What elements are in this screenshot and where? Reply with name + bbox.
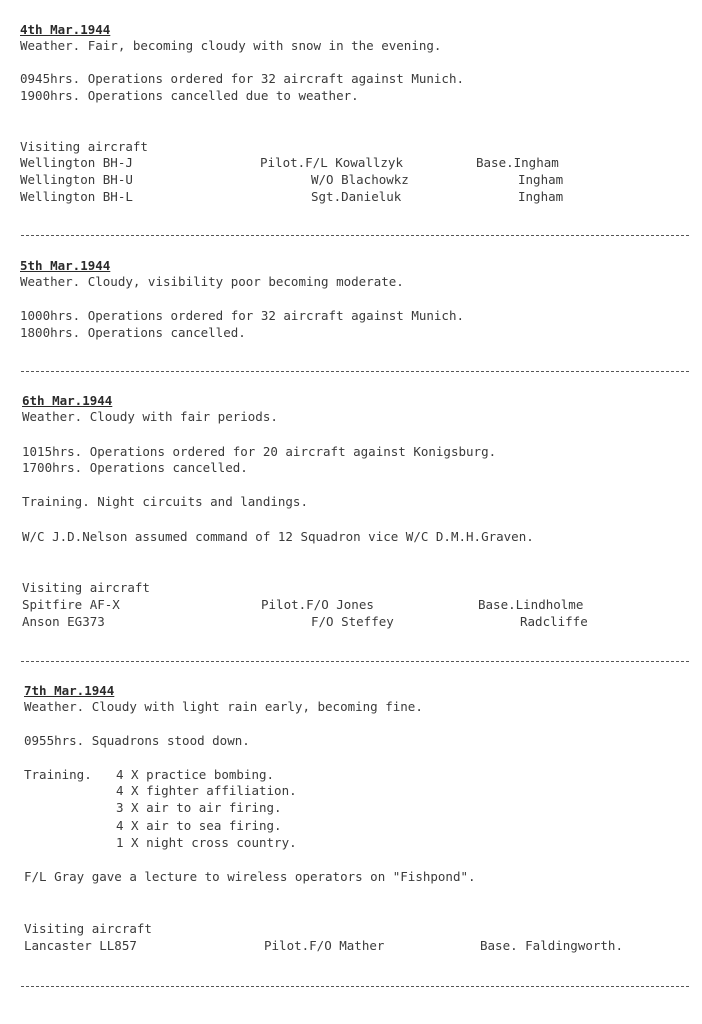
visiting-aircraft: Wellington BH-L — [20, 189, 133, 204]
weather-line: Weather. Cloudy with fair periods. — [22, 409, 278, 424]
visiting-pilot: F/O Steffey — [311, 614, 394, 629]
visiting-aircraft: Anson EG373 — [22, 614, 105, 629]
training-line: Training. Night circuits and landings. — [22, 494, 308, 509]
visiting-title: Visiting aircraft — [22, 580, 150, 595]
ops-line: 1900hrs. Operations cancelled due to weather. — [20, 88, 359, 103]
visiting-base: Ingham — [518, 172, 564, 187]
visiting-pilot: Sgt.Danieluk — [311, 189, 402, 204]
visiting-base: Base. Faldingworth. — [480, 938, 623, 953]
lecture-line: F/L Gray gave a lecture to wireless operators on "Fishpond". — [24, 869, 476, 884]
visiting-aircraft: Wellington BH-J — [20, 155, 133, 170]
training-item: 3 X air to air firing. — [116, 800, 282, 815]
ops-line: 0945hrs. Operations ordered for 32 aircraft against Munich. — [20, 71, 465, 86]
visiting-title: Visiting aircraft — [20, 139, 148, 154]
training-item: 1 X night cross country. — [116, 835, 297, 850]
training-label: Training. — [24, 767, 92, 782]
training-item: 4 X practice bombing. — [116, 767, 275, 782]
entry-date: 4th Mar.1944 — [20, 22, 111, 37]
visiting-base: Base.Lindholme — [478, 597, 584, 612]
visiting-pilot: Pilot.F/L Kowallzyk — [260, 155, 403, 170]
visiting-pilot: W/O Blachowkz — [311, 172, 409, 187]
section-divider — [21, 986, 689, 987]
entry-date: 5th Mar.1944 — [20, 258, 111, 273]
visiting-pilot: Pilot.F/O Mather — [264, 938, 385, 953]
section-divider — [21, 661, 689, 662]
ops-line: 1000hrs. Operations ordered for 32 aircraft against Munich. — [20, 308, 465, 323]
ops-line: 1800hrs. Operations cancelled. — [20, 325, 246, 340]
visiting-aircraft: Lancaster LL857 — [24, 938, 137, 953]
training-item: 4 X air to sea firing. — [116, 818, 282, 833]
weather-line: Weather. Cloudy, visibility poor becoming moderate. — [20, 274, 404, 289]
entry-date: 6th Mar.1944 — [22, 393, 113, 408]
ops-line: 1015hrs. Operations ordered for 20 aircraft against Konigsburg. — [22, 444, 497, 459]
weather-line: Weather. Cloudy with light rain early, becoming fine. — [24, 699, 423, 714]
training-item: 4 X fighter affiliation. — [116, 783, 297, 798]
visiting-base: Ingham — [518, 189, 564, 204]
visiting-aircraft: Wellington BH-U — [20, 172, 133, 187]
section-divider — [21, 235, 689, 236]
command-line: W/C J.D.Nelson assumed command of 12 Squadron vice W/C D.M.H.Graven. — [22, 529, 534, 544]
visiting-pilot: Pilot.F/O Jones — [261, 597, 374, 612]
visiting-title: Visiting aircraft — [24, 921, 152, 936]
section-divider — [21, 371, 689, 372]
visiting-base: Base.Ingham — [476, 155, 559, 170]
ops-line: 0955hrs. Squadrons stood down. — [24, 733, 250, 748]
visiting-aircraft: Spitfire AF-X — [22, 597, 120, 612]
visiting-base: Radcliffe — [520, 614, 588, 629]
entry-date: 7th Mar.1944 — [24, 683, 115, 698]
ops-line: 1700hrs. Operations cancelled. — [22, 460, 248, 475]
weather-line: Weather. Fair, becoming cloudy with snow in the evening. — [20, 38, 442, 53]
